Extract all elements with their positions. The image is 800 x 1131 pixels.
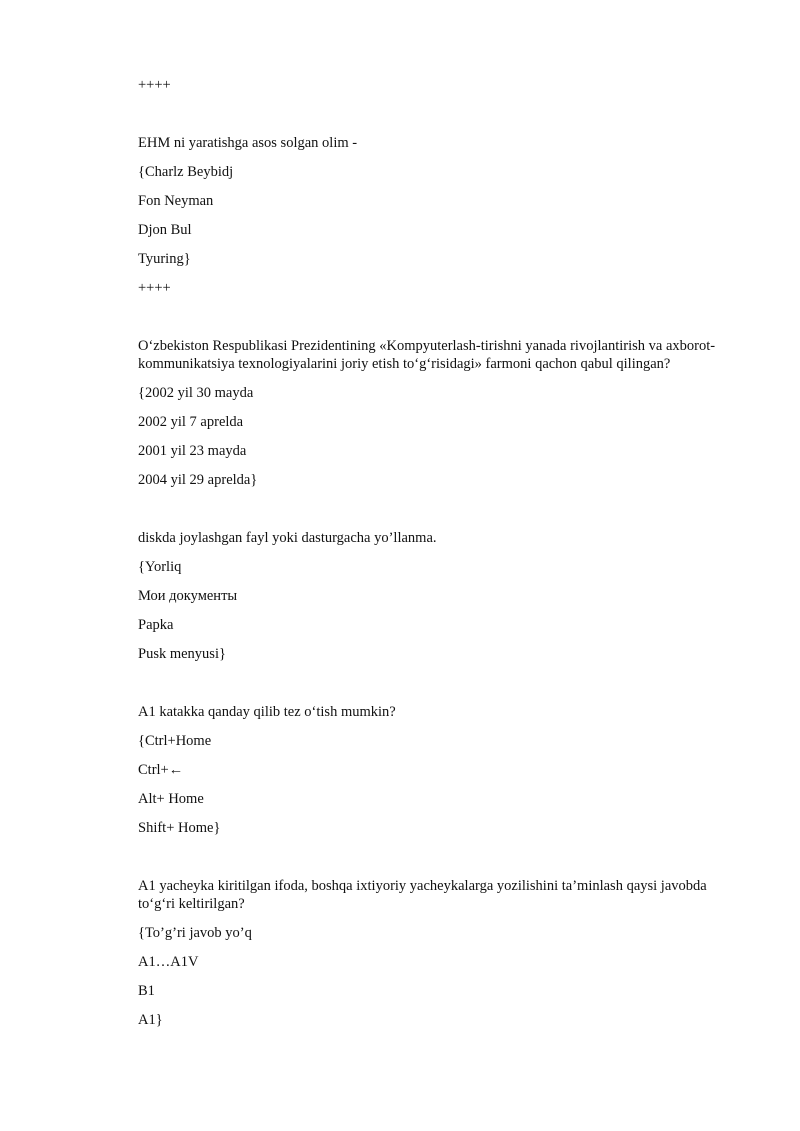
answer-option: B1 — [138, 983, 155, 999]
answer-option: Papka — [138, 617, 174, 633]
answer-option: Djon Bul — [138, 222, 192, 238]
answer-option: 2001 yil 23 mayda — [138, 443, 247, 459]
answer-option: 2004 yil 29 aprelda} — [138, 472, 258, 488]
answer-option: Shift+ Home} — [138, 820, 221, 836]
answer-option: 2002 yil 7 aprelda — [138, 414, 244, 430]
answer-option: Ctrl+← — [138, 762, 184, 778]
answer-option: A1…A1V — [138, 954, 199, 970]
question-text: EHM ni yaratishga asos solgan olim - — [138, 135, 358, 151]
document-content — [138, 76, 730, 1040]
answer-option: Pusk menyusi} — [138, 646, 226, 662]
answer-option: Tyuring} — [138, 251, 191, 267]
answer-option: {2002 yil 30 mayda — [138, 385, 254, 401]
answer-option: {Yorliq — [138, 559, 182, 575]
question-text: diskda joylashgan fayl yoki dasturgacha yo’llanma. — [138, 530, 437, 546]
question-text: A1 yacheyka kiritilgan ifoda, boshqa ixtiyoriy yacheykalarga yozilishini ta’minlash qaysi javobda to‘g‘ri keltirilgan? — [138, 878, 707, 912]
separator: ++++ — [138, 280, 171, 296]
question-text: O‘zbekiston Respublikasi Prezidentining «Kompyuterlash-tirishni yanada rivojlantirish va axborot-kommunikatsiya texnologiyalarini joriy etish to‘g‘risidagi» farmoni qachon qabul qilingan? — [138, 338, 716, 372]
answer-option: Alt+ Home — [138, 791, 204, 807]
answer-option: A1} — [138, 1012, 163, 1028]
question-text: A1 katakka qanday qilib tez o‘tish mumkin? — [138, 704, 396, 720]
answer-option: {To’g’ri javob yo’q — [138, 925, 252, 941]
answer-option: Мои документы — [138, 588, 238, 604]
answer-option: {Ctrl+Home — [138, 733, 212, 749]
answer-option: Fon Neyman — [138, 193, 214, 209]
separator: ++++ — [138, 77, 171, 93]
answer-option: {Charlz Beybidj — [138, 164, 234, 180]
